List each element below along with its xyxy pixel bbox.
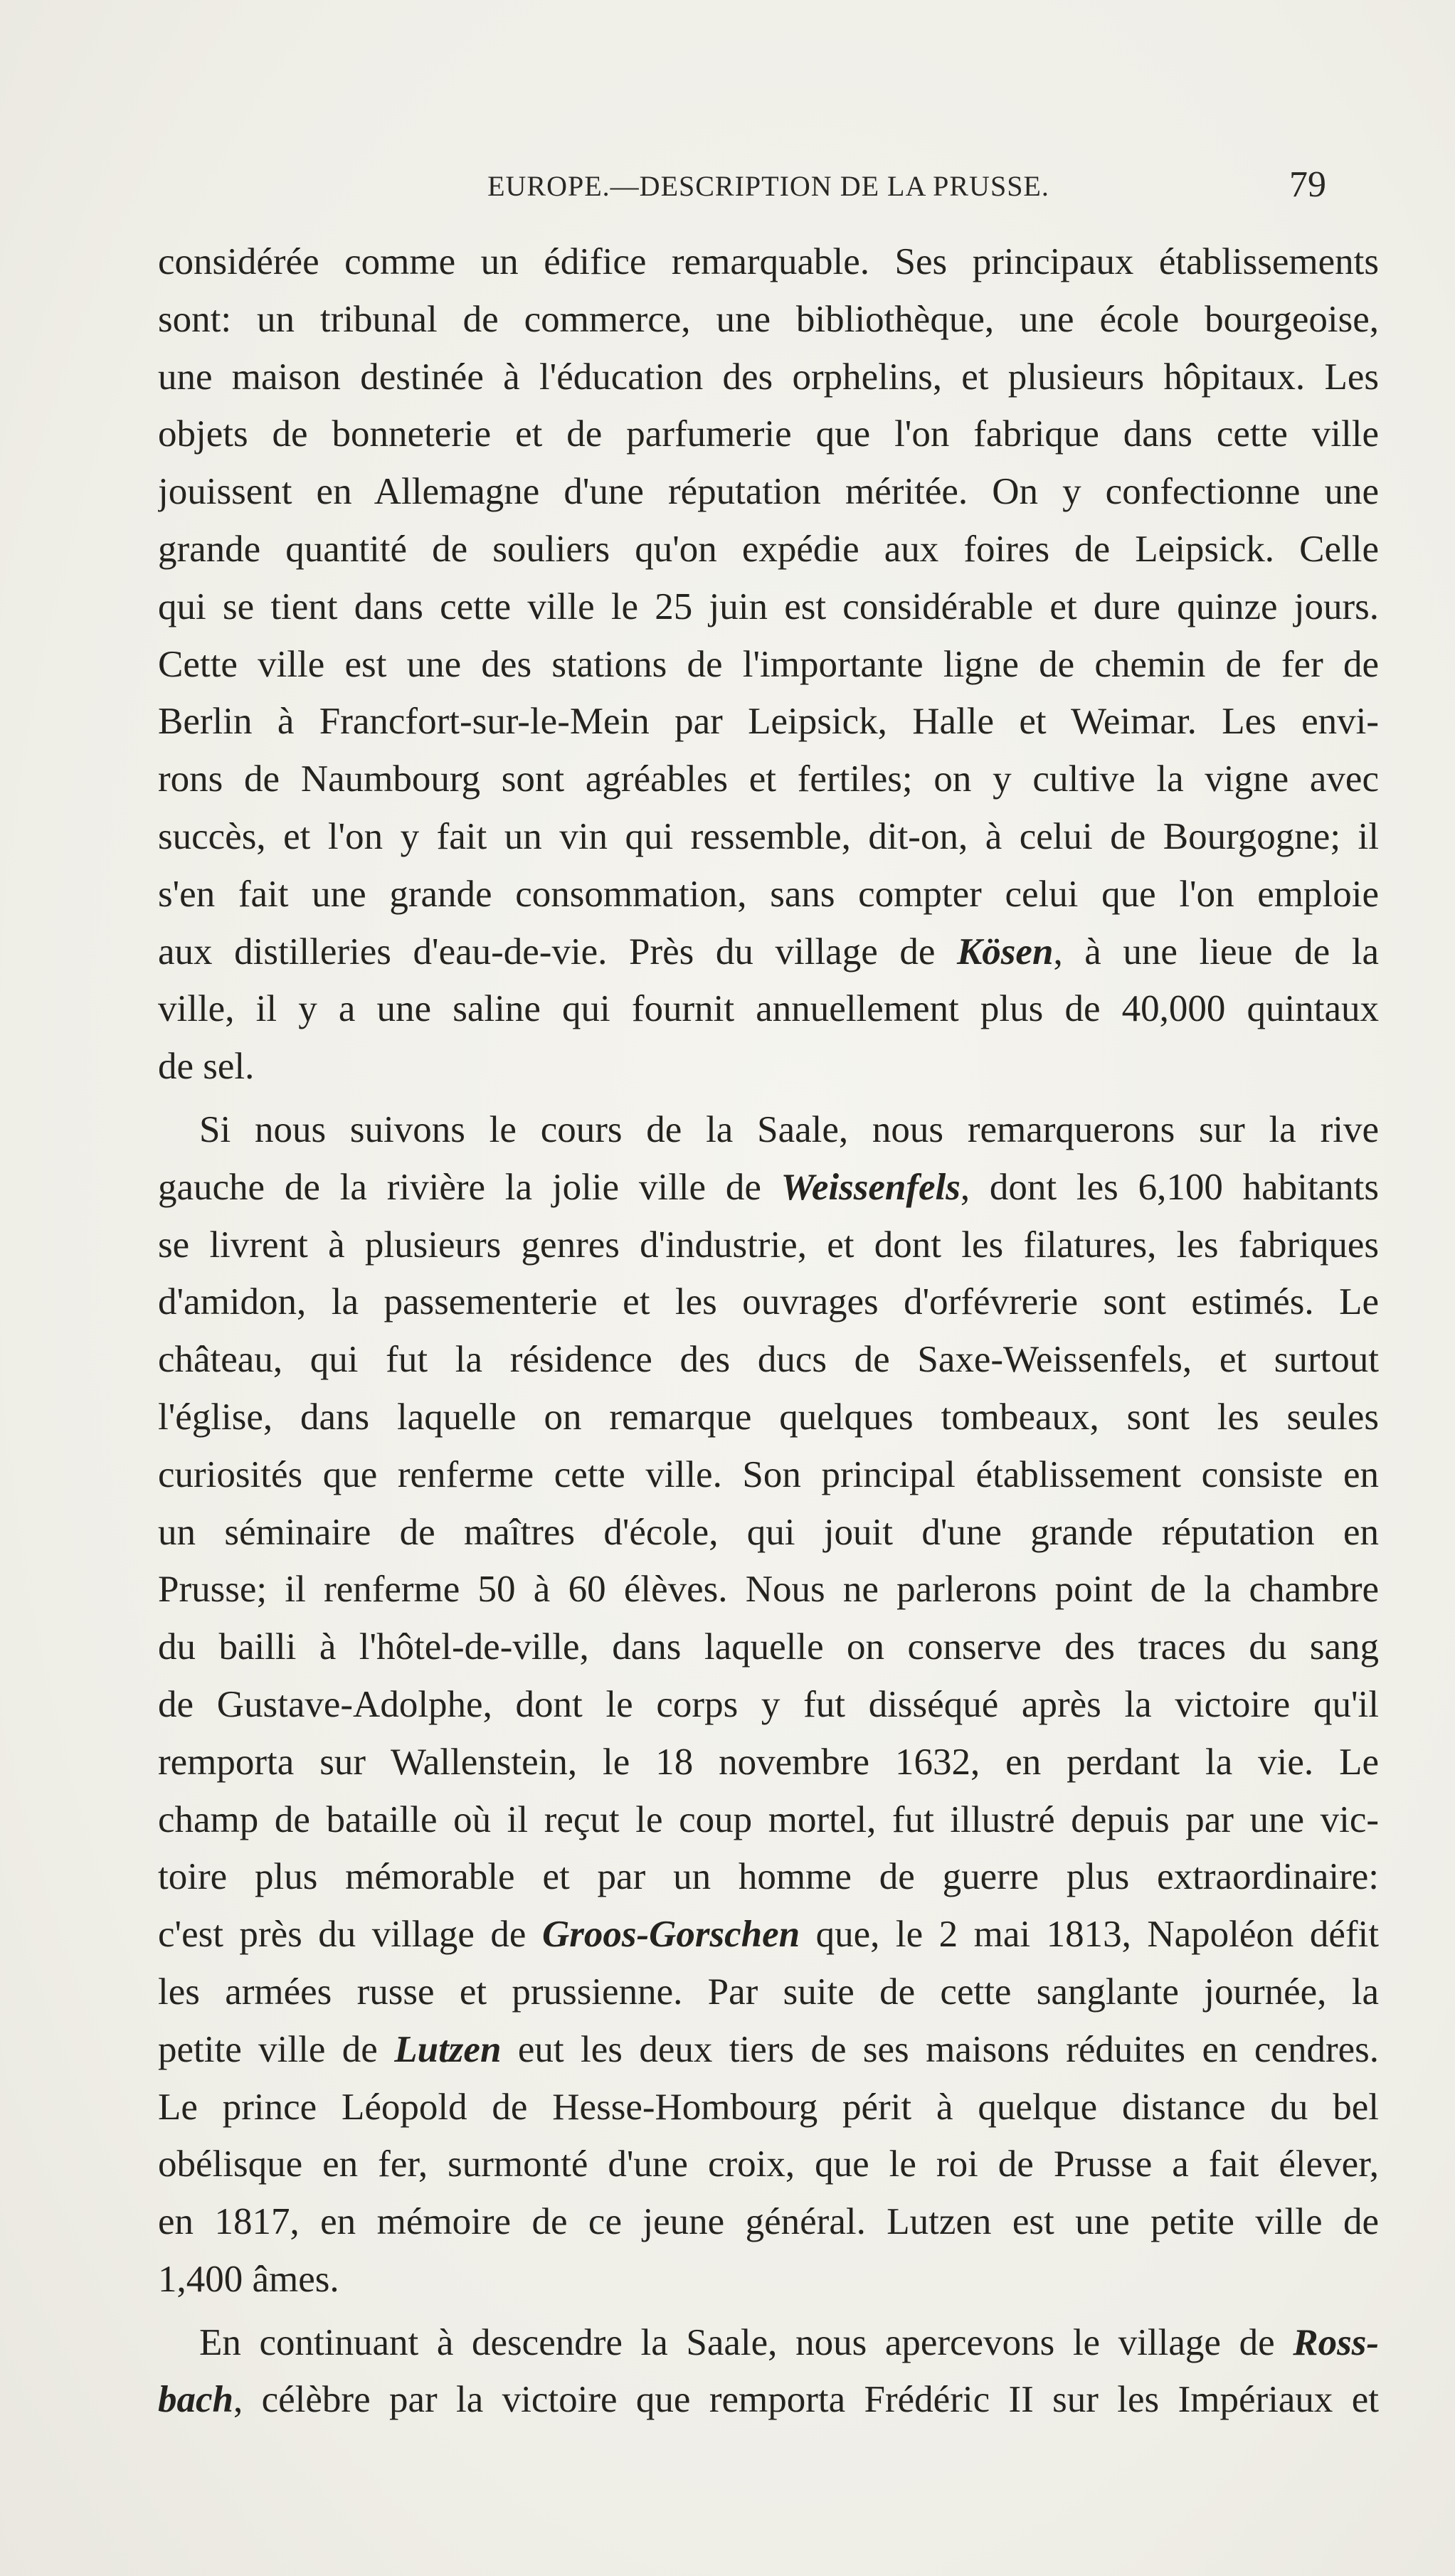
- text-line: [158, 2314, 1379, 2372]
- text-line: [158, 1906, 1379, 1963]
- text-line: du bailli à l'hôtel-de-ville, dans laquelle on conserve des traces du sang: [158, 1626, 1379, 1668]
- text-line: curiosités que renferme cette ville. Son principal établissement consiste en: [158, 1453, 1379, 1495]
- text-line: [158, 923, 1379, 981]
- text-line: [158, 2021, 1379, 2079]
- text-segment: , célèbre par la victoire que remporta Frédéric II sur les Impériaux et: [233, 2379, 1379, 2421]
- text-line: les armées russe et prussienne. Par suite de cette sanglante journée, la: [158, 1971, 1379, 2013]
- text-segment: gauche de la rivière la jolie ville de: [158, 1166, 781, 1208]
- text-line: rons de Naumbourg sont agréables et fertiles; on y cultive la vigne avec: [158, 758, 1379, 800]
- text-line: Le prince Léopold de Hesse-Hombourg périt à quelque distance du bel: [158, 2086, 1379, 2128]
- text-line: Berlin à Francfort-sur-le-Mein par Leipsick, Halle et Weimar. Les envi-: [158, 701, 1379, 743]
- text-line: jouissent en Allemagne d'une réputation méritée. On y confectionne une: [158, 471, 1379, 513]
- text-line: remporta sur Wallenstein, le 18 novembre 1632, en perdant la vie. Le: [158, 1741, 1379, 1783]
- text-line: 1,400 âmes.: [158, 2258, 339, 2300]
- text-line: considérée comme un édifice remarquable. Ses principaux établissements: [158, 241, 1379, 282]
- text-line: une maison destinée à l'éducation des orphelins, et plusieurs hôpitaux. Les: [158, 356, 1379, 398]
- text-line: Si nous suivons le cours de la Saale, nous remarquerons sur la rive: [199, 1108, 1379, 1150]
- text-line: succès, et l'on y fait un vin qui ressemble, dit-on, à celui de Bourgogne; il: [158, 815, 1379, 857]
- text-segment: eut les deux tiers de ses maisons réduites en cendres.: [501, 2028, 1379, 2070]
- text-line: [158, 2371, 1379, 2429]
- text-line: Prusse; il renferme 50 à 60 élèves. Nous ne parlerons point de la chambre: [158, 1569, 1379, 1611]
- text-line: d'amidon, la passementerie et les ouvrages d'orfévrerie sont estimés. Le: [158, 1281, 1379, 1323]
- text-line: obélisque en fer, surmonté d'une croix, que le roi de Prusse a fait élever,: [158, 2143, 1379, 2185]
- place-name-rossbach-part2: bach: [158, 2379, 233, 2421]
- text-line: Cette ville est une des stations de l'importante ligne de chemin de fer de: [158, 643, 1379, 685]
- text-segment: c'est près du village de: [158, 1914, 542, 1956]
- text-line: ville, il y a une saline qui fournit annuellement plus de 40,000 quintaux: [158, 988, 1379, 1030]
- text-line: champ de bataille où il reçut le coup mortel, fut illustré depuis par une vic-: [158, 1798, 1379, 1840]
- place-name-rossbach-part1: Ross-: [1293, 2321, 1379, 2363]
- place-name-groos-gorschen: Groos-Gorschen: [541, 1914, 800, 1956]
- text-segment: , dont les 6,100 habitants: [960, 1166, 1379, 1208]
- text-segment: En continuant à descendre la Saale, nous apercevons le village de: [199, 2321, 1293, 2363]
- text-line: s'en fait une grande consommation, sans compter celui que l'on emploie: [158, 873, 1379, 915]
- text-line: château, qui fut la résidence des ducs de Saxe-Weissenfels, et surtout: [158, 1339, 1379, 1381]
- text-line: de sel.: [158, 1046, 255, 1088]
- text-line: qui se tient dans cette ville le 25 juin est considérable et dure quinze jours.: [158, 585, 1379, 627]
- place-name-weissenfels: Weissenfels: [781, 1166, 961, 1208]
- text-line: objets de bonneterie et de parfumerie que l'on fabrique dans cette ville: [158, 413, 1379, 455]
- text-line: en 1817, en mémoire de ce jeune général. Lutzen est une petite ville de: [158, 2201, 1379, 2243]
- text-segment: aux distilleries d'eau-de-vie. Près du village de: [158, 931, 957, 972]
- text-line: [158, 1159, 1379, 1217]
- place-name-kosen: Kösen: [956, 931, 1054, 972]
- place-name-lutzen: Lutzen: [394, 2028, 502, 2070]
- text-line: toire plus mémorable et par un homme de guerre plus extraordinaire:: [158, 1856, 1379, 1898]
- text-line: se livrent à plusieurs genres d'industrie, et dont les filatures, les fabriques: [158, 1224, 1379, 1266]
- paragraph-2: [158, 1101, 1379, 2309]
- text-line: un séminaire de maîtres d'école, qui jouit d'une grande réputation en: [158, 1511, 1379, 1553]
- text-segment: , à une lieue de la: [1053, 931, 1379, 972]
- paragraph-1: [158, 233, 1379, 1096]
- text-line: l'église, dans laquelle on remarque quelques tombeaux, sont les seules: [158, 1396, 1379, 1438]
- paragraph-3: [158, 2314, 1379, 2429]
- page-number: 79: [1289, 164, 1326, 205]
- text-segment: petite ville de: [158, 2028, 395, 2070]
- text-line: sont: un tribunal de commerce, une bibliothèque, une école bourgeoise,: [158, 298, 1379, 340]
- text-line: grande quantité de souliers qu'on expédie aux foires de Leipsick. Celle: [158, 528, 1379, 570]
- body-text: [158, 233, 1379, 2429]
- text-line: de Gustave-Adolphe, dont le corps y fut disséqué après la victoire qu'il: [158, 1683, 1379, 1725]
- text-segment: que, le 2 mai 1813, Napoléon défit: [800, 1914, 1379, 1956]
- running-title: EUROPE.—DESCRIPTION DE LA PRUSSE.: [487, 170, 1049, 202]
